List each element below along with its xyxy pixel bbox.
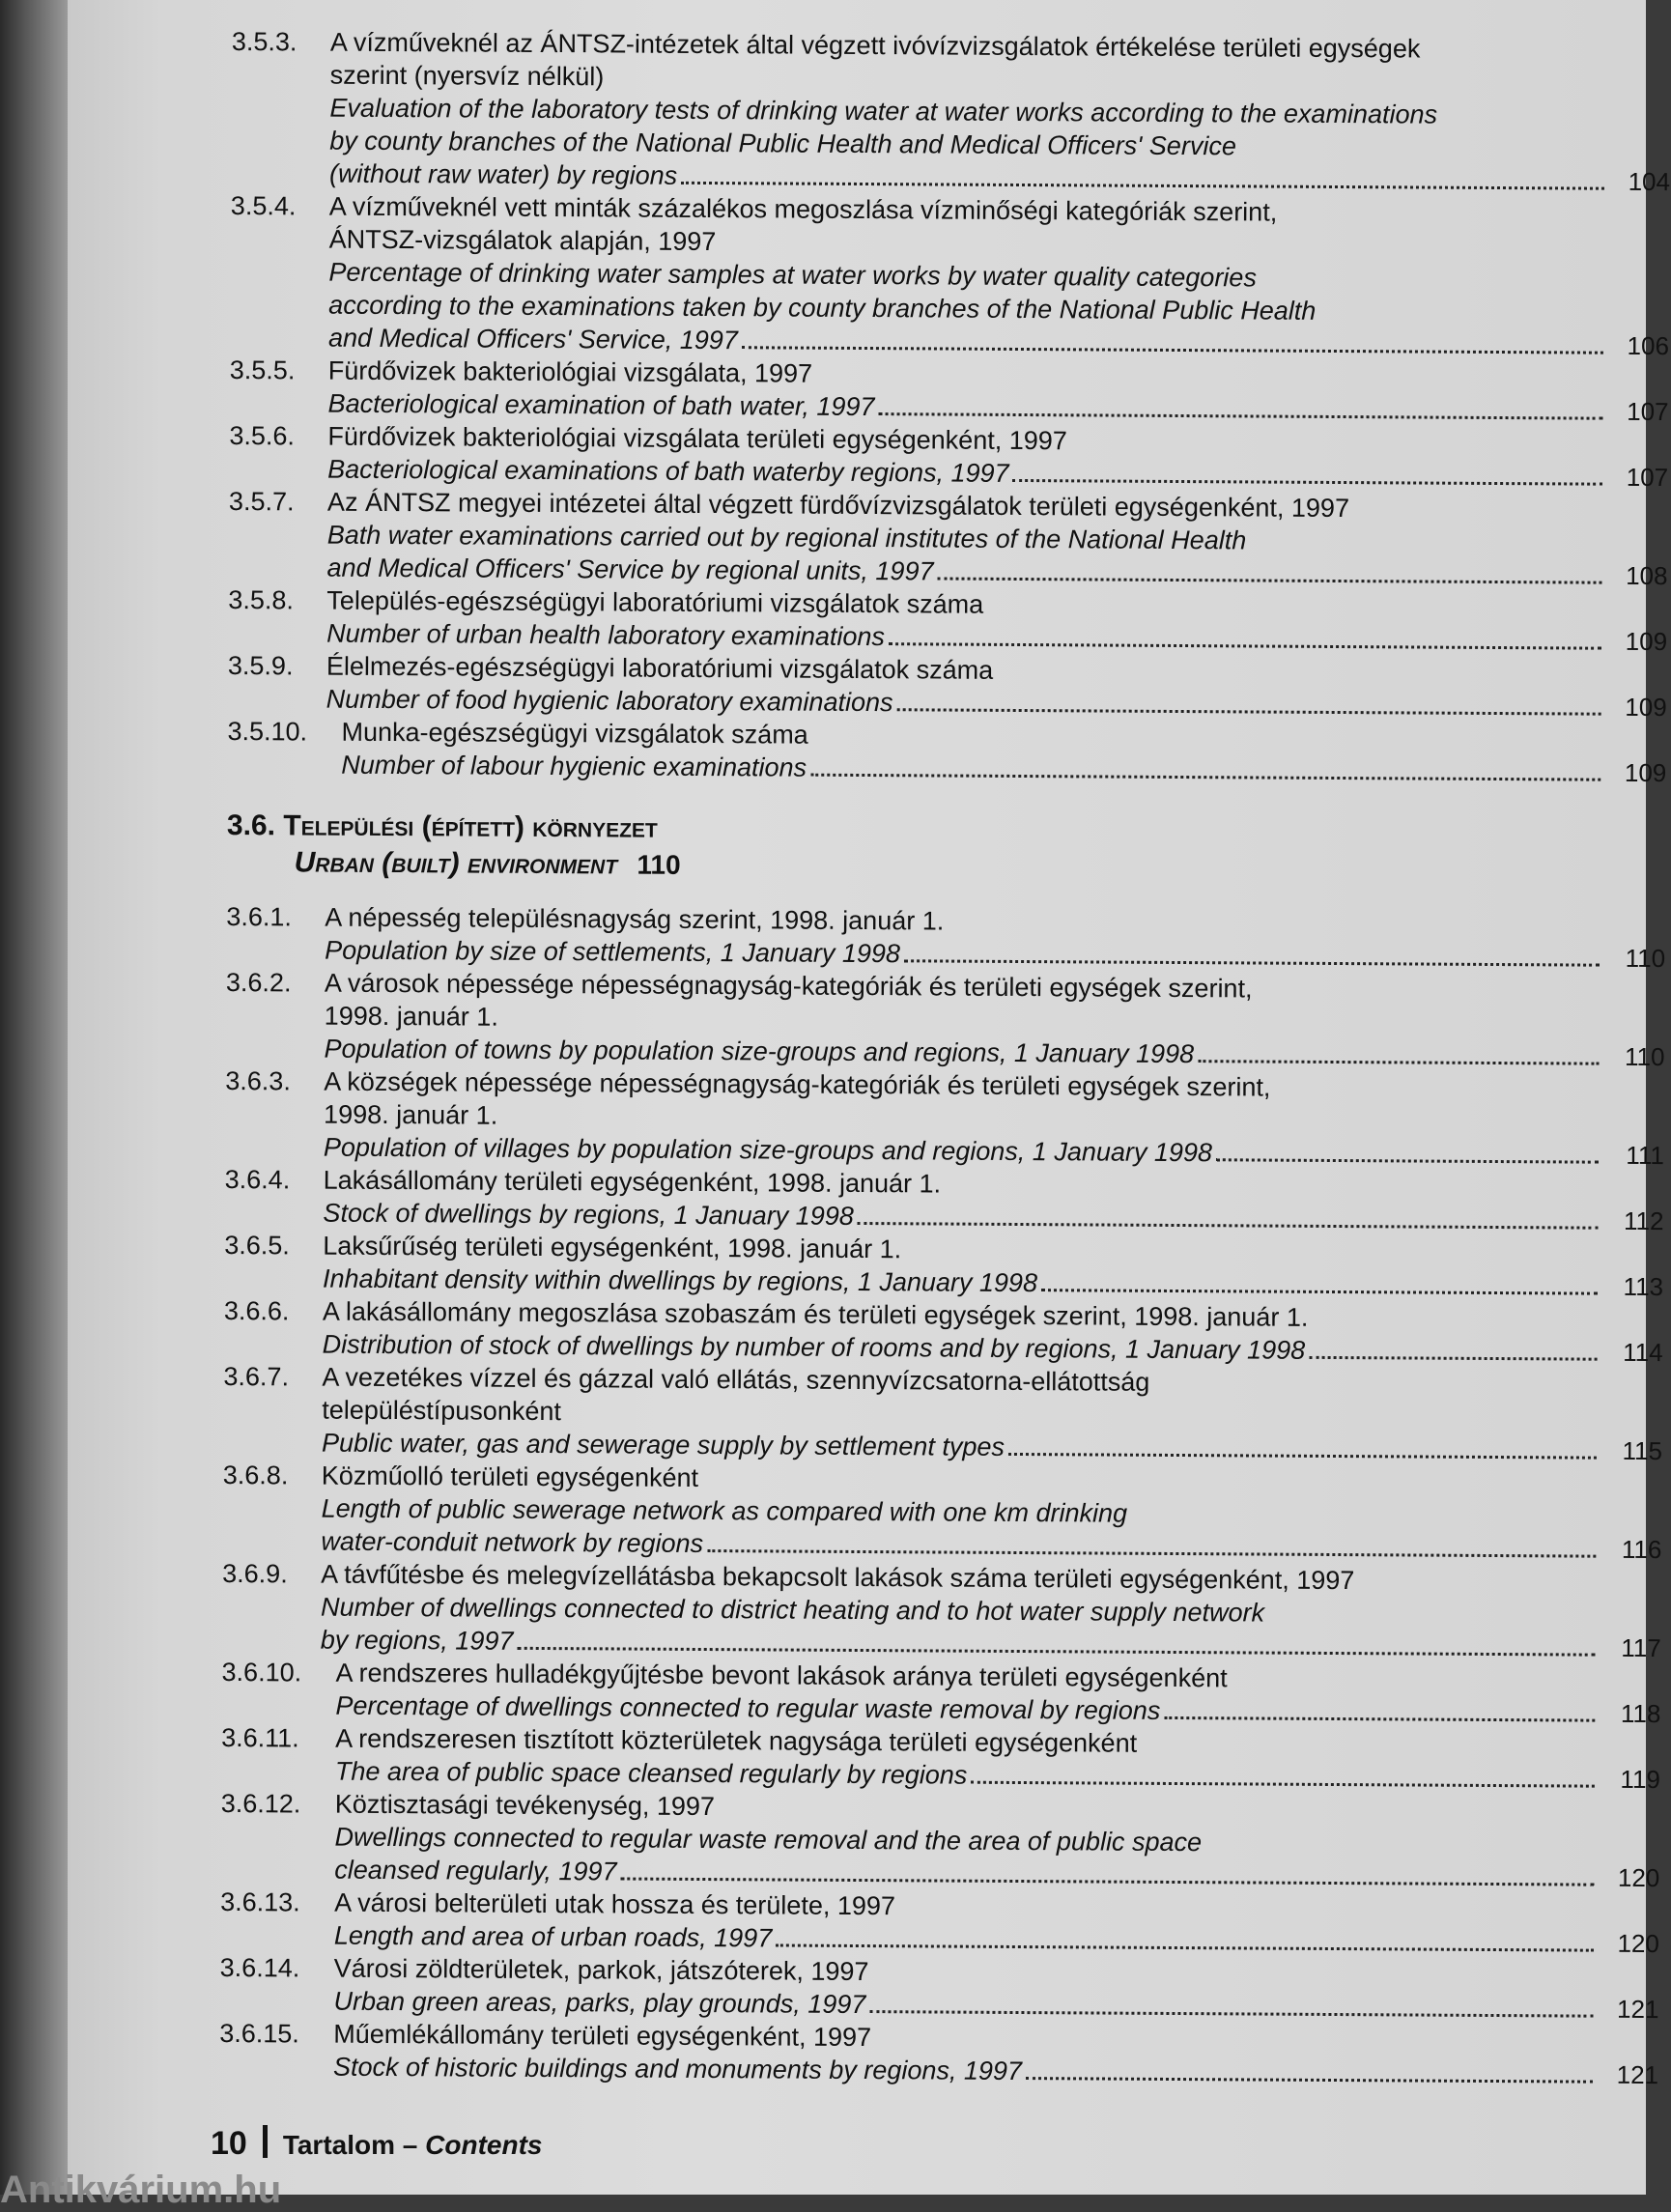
- entry-title-en: Length of public sewerage network as compared with one km drinking: [322, 1492, 1662, 1533]
- entry-page-number: 114: [1605, 1336, 1663, 1369]
- entry-title-en-last: Number of food hygienic laboratory examinations: [326, 683, 893, 720]
- entry-number: 3.5.4.: [231, 189, 297, 222]
- entry-title-hu: A népesség településnagyság szerint, 1998. január 1.: [325, 901, 1665, 942]
- entry-title-hu: A vízműveknél vett minták százalékos megoszlása vízminőségi kategóriák szerint,: [329, 190, 1670, 231]
- leader-dots: [742, 346, 1603, 354]
- entry-title-en-last: Bacteriological examination of bath water, 1997: [328, 387, 875, 423]
- entry-number: 3.5.5.: [230, 354, 296, 386]
- entry-number: 3.6.1.: [226, 900, 292, 933]
- entry-title-hu: A községek népessége népességnagyság-kategóriák és területi egységek szerint,: [324, 1065, 1664, 1106]
- entry-title-en-last: Stock of historic buildings and monuments by regions, 1997: [333, 2051, 1022, 2087]
- leader-dots: [1008, 1453, 1597, 1460]
- leader-dots: [1309, 1356, 1597, 1361]
- entry-page-number: 106: [1611, 329, 1669, 362]
- entry-title-en-last: Population of towns by population size-groups and regions, 1 January 1998: [324, 1033, 1194, 1071]
- watermark: Antikvárium.hu: [0, 2169, 281, 2212]
- entry-title-hu: Az ÁNTSZ megyei intézetei által végzett fürdővízvizsgálatok területi egységenként, 1997: [327, 486, 1668, 526]
- entry-page-number: 104: [1612, 165, 1670, 198]
- toc-entry: [219, 1951, 1658, 2026]
- leader-dots: [620, 1877, 1594, 1886]
- toc-entry: [222, 1459, 1662, 1566]
- entry-title-en-last: Urban green areas, parks, play grounds, 1997: [333, 1985, 865, 2021]
- entry-title-hu: Laksűrűség területi egységenként, 1998. január 1.: [323, 1230, 1663, 1270]
- entry-title-hu: A vízműveknél az ÁNTSZ-intézetek által végzett ivóvízvizsgálatok értékelése területi egységek: [330, 26, 1671, 67]
- toc-entry: [222, 1557, 1662, 1664]
- toc-entry: [225, 966, 1665, 1073]
- entry-page-number: 113: [1605, 1270, 1663, 1303]
- entry-title-en: Bath water examinations carried out by regional institutes of the National Health: [327, 519, 1668, 559]
- entry-page-number: 110: [1607, 942, 1665, 975]
- entry-title-en-last: Population by size of settlements, 1 January 1998: [325, 934, 900, 971]
- entry-title-hu: A vezetékes vízzel és gázzal való ellátás, szennyvízcsatorna-ellátottság: [322, 1361, 1662, 1402]
- entry-title-en: according to the examinations taken by county branches of the National Public Health: [328, 289, 1669, 329]
- leader-dots: [1216, 1158, 1599, 1163]
- toc-entry: [228, 485, 1668, 592]
- entry-title-en: Number of dwellings connected to district heating and to hot water supply network: [321, 1591, 1661, 1631]
- entry-page-number: 120: [1601, 1861, 1659, 1894]
- toc-entry: [230, 189, 1670, 362]
- toc-entry: [225, 1064, 1665, 1172]
- leader-dots: [878, 412, 1602, 420]
- entry-page-number: 117: [1603, 1631, 1661, 1664]
- entry-title-hu: Köztisztasági tevékenység, 1997: [335, 1788, 1660, 1829]
- entry-page-number: 119: [1602, 1763, 1660, 1796]
- entry-page-number: 120: [1601, 1927, 1659, 1960]
- toc-entry: [224, 1294, 1663, 1369]
- entry-number: 3.6.10.: [221, 1656, 301, 1689]
- entry-title-hu: Munka-egészségügyi vizsgálatok száma: [341, 716, 1666, 756]
- entry-title-en-last: Percentage of dwellings connected to regular waste removal by regions: [335, 1689, 1160, 1727]
- entry-number: 3.6.13.: [220, 1886, 300, 1919]
- entry-number: 3.6.2.: [226, 966, 292, 999]
- entry-title-en: Dwellings connected to regular waste removal and the area of public space: [334, 1821, 1659, 1861]
- entry-page-number: 121: [1600, 1993, 1658, 2026]
- entry-page-number: 107: [1610, 395, 1668, 428]
- toc-entry: [226, 900, 1665, 975]
- entry-title-hu: A lakásállomány megoszlása szobaszám és területi egységek szerint, 1998. január 1.: [323, 1295, 1663, 1336]
- leader-dots: [1041, 1289, 1598, 1295]
- entry-title-en-last: and Medical Officers' Service by regional units, 1997: [326, 552, 933, 588]
- entry-title-hu: Település-egészségügyi laboratóriumi vizsgálatok száma: [326, 584, 1667, 625]
- leader-dots: [707, 1549, 1596, 1558]
- entry-title-hu: A távfűtésbe és melegvízellátásba bekapcsolt lakások száma területi egységenként, 1997: [321, 1558, 1661, 1599]
- section-title-en: Urban (built) environment: [295, 846, 618, 880]
- entry-title-hu: A városok népessége népességnagyság-kategóriák és területi egységek szerint,: [325, 967, 1665, 1007]
- entry-page-number: 107: [1610, 461, 1668, 494]
- entry-page-number: 109: [1609, 691, 1667, 723]
- toc-entry: [221, 1721, 1660, 1796]
- entry-number: 3.6.4.: [225, 1163, 291, 1196]
- entry-number: 3.5.3.: [232, 25, 297, 58]
- toc-entry: [230, 354, 1669, 428]
- entry-title-hu: Élelmezés-egészségügyi laboratóriumi vizsgálatok száma: [326, 650, 1667, 691]
- toc-entry: [224, 1163, 1663, 1237]
- leader-dots: [517, 1647, 1595, 1657]
- entry-title-en-last: and Medical Officers' Service, 1997: [328, 322, 738, 357]
- leader-dots: [937, 577, 1601, 583]
- toc-entry: [231, 25, 1671, 198]
- entry-title-en-last: Inhabitant density within dwellings by regions, 1 January 1998: [323, 1262, 1037, 1300]
- toc-entry: [219, 2017, 1658, 2091]
- leader-dots: [869, 2010, 1593, 2018]
- entry-page-number: 109: [1608, 756, 1666, 789]
- entry-page-number: 116: [1603, 1533, 1661, 1566]
- entry-number: 3.6.3.: [225, 1064, 291, 1097]
- entry-title-en-last: Length and area of urban roads, 1997: [334, 1919, 773, 1955]
- leader-dots: [681, 182, 1604, 190]
- entry-number: 3.6.5.: [224, 1229, 290, 1262]
- toc-entry: [227, 715, 1666, 789]
- entry-title-en-last: (without raw water) by regions: [329, 157, 677, 192]
- entry-number: 3.6.7.: [223, 1360, 289, 1393]
- entry-page-number: 109: [1609, 625, 1667, 658]
- toc-entry: [229, 419, 1668, 494]
- leader-dots: [858, 1222, 1599, 1230]
- toc-list-3-6: [219, 900, 1665, 2091]
- entry-number: 3.6.14.: [220, 1951, 300, 1985]
- footer-divider: [263, 2125, 268, 2158]
- toc-entry: [220, 1787, 1660, 1894]
- leader-dots: [971, 1781, 1595, 1788]
- entry-page-number: 110: [1606, 1040, 1664, 1073]
- entry-number: 3.6.9.: [222, 1557, 288, 1590]
- entry-page-number: 112: [1605, 1205, 1663, 1237]
- entry-number: 3.5.8.: [228, 583, 294, 616]
- toc-entry: [228, 649, 1667, 723]
- leader-dots: [1164, 1716, 1595, 1722]
- toc-entry: [223, 1360, 1663, 1467]
- toc-entry: [220, 1886, 1659, 1960]
- entry-title-hu: A városi belterületi utak hossza és területe, 1997: [334, 1886, 1659, 1927]
- table-of-contents: [219, 25, 1671, 2091]
- entry-title-en-last: Public water, gas and sewerage supply by settlement types: [322, 1427, 1005, 1463]
- leader-dots: [1026, 2077, 1593, 2084]
- entry-number: 3.6.15.: [219, 2017, 299, 2051]
- entry-title-en-last: by regions, 1997: [321, 1624, 514, 1658]
- page-footer: [211, 2125, 542, 2163]
- entry-title-hu: Fürdővizek bakteriológiai vizsgálata területi egységenként, 1997: [327, 420, 1668, 461]
- toc-entry: [221, 1656, 1660, 1730]
- entry-title-en: Percentage of drinking water samples at water works by water quality categories: [328, 256, 1669, 297]
- entry-title-en-last: Stock of dwellings by regions, 1 January 1998: [323, 1197, 854, 1233]
- entry-title-hu: szerint (nyersvíz nélkül): [330, 59, 1671, 99]
- entry-title-en-last: cleansed regularly, 1997: [334, 1854, 616, 1888]
- leader-dots: [904, 959, 1600, 966]
- leader-dots: [1198, 1060, 1599, 1065]
- entry-number: 3.6.6.: [224, 1294, 290, 1327]
- document-page: [68, 0, 1646, 2195]
- entry-title-en: Evaluation of the laboratory tests of drinking water at water works according to the examinations: [329, 92, 1670, 132]
- entry-title-hu: A rendszeres hulladékgyűjtésbe bevont lakások aránya területi egységenként: [335, 1657, 1660, 1697]
- entry-title-en-last: Number of labour hygienic examinations: [341, 749, 807, 784]
- entry-page-number: 115: [1604, 1434, 1662, 1467]
- book-edge: [0, 0, 68, 2195]
- leader-dots: [810, 774, 1600, 781]
- entry-title-en-last: Bacteriological examinations of bath waterby regions, 1997: [327, 453, 1009, 490]
- entry-title-hu: 1998. január 1.: [325, 1000, 1665, 1040]
- section-page-number: 110: [637, 850, 680, 880]
- section-heading-3-6: [227, 808, 1666, 890]
- section-title-hu: 3.6. Települési (épített) környezet: [227, 808, 1666, 853]
- entry-page-number: 108: [1609, 559, 1667, 592]
- leader-dots: [897, 708, 1601, 715]
- entry-number: 3.6.12.: [221, 1787, 301, 1821]
- entry-title-hu: Fürdővizek bakteriológiai vizsgálata, 1997: [328, 354, 1669, 395]
- entry-title-en-last: Distribution of stock of dwellings by number of rooms and by regions, 1 January 1998: [323, 1328, 1306, 1367]
- entry-page-number: 118: [1602, 1697, 1660, 1730]
- entry-title-en-last: Population of villages by population size-groups and regions, 1 January 1998: [324, 1131, 1212, 1170]
- leader-dots: [889, 642, 1601, 650]
- entry-title-hu: A rendszeresen tisztított közterületek nagysága területi egységenként: [335, 1722, 1660, 1763]
- entry-number: 3.5.10.: [227, 715, 307, 749]
- entry-number: 3.6.8.: [223, 1459, 289, 1491]
- entry-title-en-last: Number of urban health laboratory examinations: [326, 617, 885, 654]
- toc-entry: [228, 583, 1667, 658]
- entry-title-hu: Városi zöldterületek, parkok, játszóterek, 1997: [334, 1952, 1659, 1993]
- entry-title-hu: településtípusonként: [322, 1394, 1662, 1434]
- toc-list-3-5: [227, 25, 1671, 789]
- entry-title-en-last: water-conduit network by regions: [321, 1525, 703, 1560]
- toc-entry: [224, 1229, 1663, 1303]
- entry-title-hu: Közműolló területi egységenként: [322, 1460, 1662, 1500]
- page-number: 10: [211, 2125, 247, 2162]
- entry-title-hu: ÁNTSZ-vizsgálatok alapján, 1997: [329, 223, 1670, 264]
- entry-number: 3.5.6.: [229, 419, 295, 452]
- entry-number: 3.6.11.: [221, 1721, 299, 1754]
- leader-dots: [776, 1943, 1594, 1951]
- entry-page-number: 121: [1600, 2058, 1658, 2091]
- entry-number: 3.5.7.: [229, 485, 295, 518]
- entry-title-hu: Lakásállomány területi egységenként, 1998. január 1.: [324, 1164, 1664, 1205]
- footer-label-hu: Tartalom –: [283, 2130, 418, 2160]
- entry-page-number: 111: [1606, 1139, 1664, 1172]
- entry-title-en-last: The area of public space cleansed regularly by regions: [335, 1755, 968, 1792]
- entry-title-hu: Műemlékállomány területi egységenként, 1997: [333, 2018, 1658, 2058]
- leader-dots: [1013, 479, 1603, 486]
- entry-title-hu: 1998. január 1.: [324, 1098, 1664, 1139]
- footer-label-en: Contents: [425, 2130, 542, 2160]
- entry-number: 3.5.9.: [228, 649, 294, 682]
- entry-title-en: by county branches of the National Public Health and Medical Officers' Service: [329, 125, 1670, 165]
